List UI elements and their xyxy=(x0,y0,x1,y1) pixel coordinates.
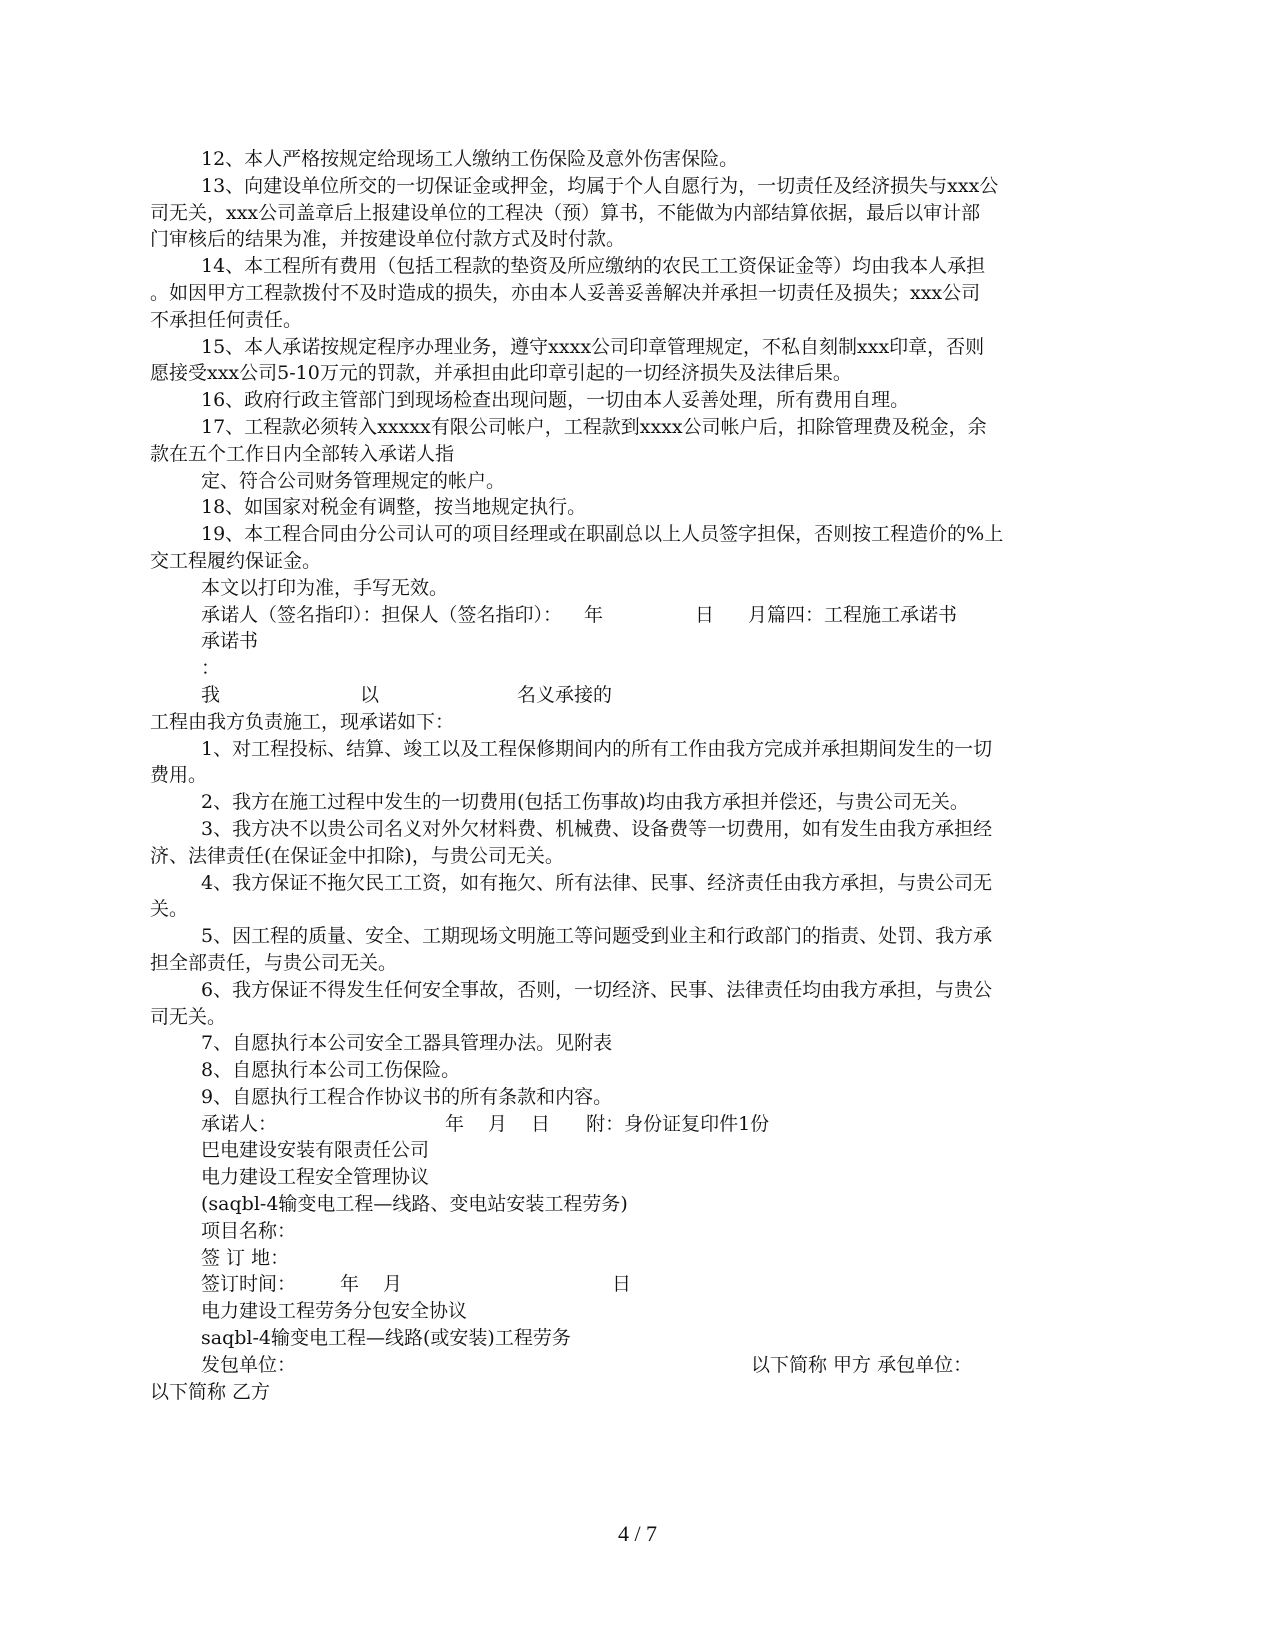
document-body xyxy=(150,146,1128,1405)
blank-word-1: 我 xyxy=(201,683,221,706)
paragraph-line: 。如因甲方工程款拨付不及时造成的损失，亦由本人妥善妥善解决并承担一切责任及损失；xxx公司 xyxy=(150,281,981,304)
signature-line xyxy=(150,1111,1128,1138)
paragraph-line: 8、自愿执行本公司工伤保险。 xyxy=(201,1059,461,1082)
party-line xyxy=(150,1352,1128,1379)
section-title: 承诺书 xyxy=(201,630,259,653)
paragraph-line: 不承担任何责任。 xyxy=(150,308,303,331)
paragraph-line: 17、工程款必须转入xxxxx有限公司帐户，工程款到xxxx公司帐户后，扣除管理费及税金，余 xyxy=(201,415,987,438)
paragraph-line: 愿接受xxx公司5-10万元的罚款，并承担由此印章引起的一切经济损失及法律后果。 xyxy=(150,362,852,385)
paragraph-line: 工程由我方负责施工，现承诺如下： xyxy=(150,710,455,733)
paragraph-line: 担全部责任，与贵公司无关。 xyxy=(150,951,398,974)
agreement-title: 电力建设工程安全管理协议 xyxy=(201,1166,430,1189)
paragraph-line: 16、政府行政主管部门到现场检查出现问题，一切由本人妥善处理，所有费用自理。 xyxy=(201,389,910,412)
day-label: 日 xyxy=(612,1273,632,1296)
signer-label: 承诺人（签名指印）：担保人（签名指印）： xyxy=(201,603,563,626)
year-label: 年 xyxy=(584,603,604,626)
paragraph-line: 18、如国家对税金有调整，按当地规定执行。 xyxy=(201,496,587,519)
paragraph-line: 3、我方决不以贵公司名义对外欠材料费、机械费、设备费等一切费用，如有发生由我方承担经 xyxy=(201,817,993,840)
signing-time-line xyxy=(150,1271,1128,1298)
employer-label: 发包单位： xyxy=(201,1353,297,1376)
attachment-note: 附：身份证复印件1份 xyxy=(586,1112,770,1135)
paragraph-line: 款在五个工作日内全部转入承诺人指 xyxy=(150,442,455,465)
paragraph-line: 2、我方在施工过程中发生的一切费用(包括工伤事故)均由我方承担并偿还，与贵公司无关。 xyxy=(201,791,969,814)
paragraph-line: 定、符合公司财务管理规定的帐户。 xyxy=(201,469,506,492)
paragraph-line: 7、自愿执行本公司安全工器具管理办法。见附表 xyxy=(201,1032,613,1055)
blank-word-3: 名义承接的 xyxy=(517,683,613,706)
company-name: 巴电建设安装有限责任公司 xyxy=(201,1139,430,1162)
agreement-code: saqbl-4输变电工程—线路(或安装)工程劳务 xyxy=(201,1327,571,1350)
paragraph-line: 13、向建设单位所交的一切保证金或押金，均属于个人自愿行为，一切责任及经济损失与xxx公 xyxy=(201,174,999,197)
signing-place-label: 签 订 地： xyxy=(201,1246,290,1269)
paragraph-line: 14、本工程所有费用（包括工程款的垫资及所应缴纳的农民工工资保证金等）均由我本人承担 xyxy=(201,255,986,278)
day-label: 日 xyxy=(695,603,715,626)
paragraph-line: 19、本工程合同由分公司认可的项目经理或在职副总以上人员签字担保，否则按工程造价的%上 xyxy=(201,523,1004,546)
fill-blank-line xyxy=(150,682,1128,709)
paragraph-line: 本文以打印为准，手写无效。 xyxy=(201,576,449,599)
paragraph-line: 交工程履约保证金。 xyxy=(150,549,322,572)
paragraph-line: 4、我方保证不拖欠民工工资，如有拖欠、所有法律、民事、经济责任由我方承担，与贵公司无 xyxy=(201,871,993,894)
party-a-label: 以下简称 甲方 承包单位： xyxy=(751,1353,973,1376)
signature-line xyxy=(150,602,1128,629)
agreement-code: (saqbl-4输变电工程—线路、变电站安装工程劳务) xyxy=(201,1193,628,1216)
party-b-label: 以下简称 乙方 xyxy=(150,1380,271,1403)
paragraph-line: 门审核后的结果为准，并按建设单位付款方式及时付款。 xyxy=(150,228,626,251)
paragraph-line: 15、本人承诺按规定程序办理业务，遵守xxxx公司印章管理规定，不私自刻制xxx印章，否则 xyxy=(201,335,985,358)
blank-word-2: 以 xyxy=(360,683,380,706)
paragraph-line: 关。 xyxy=(150,898,189,921)
paragraph-line: 9、自愿执行工程合作协议书的所有条款和内容。 xyxy=(201,1085,613,1108)
paragraph-line: 司无关，xxx公司盖章后上报建设单位的工程决（预）算书，不能做为内部结算依据，最后以审计部 xyxy=(150,201,981,224)
paragraph-line: 12、本人严格按规定给现场工人缴纳工伤保险及意外伤害保险。 xyxy=(201,148,739,170)
paragraph-line: 6、我方保证不得发生任何安全事故，否则，一切经济、民事、法律责任均由我方承担，与贵公 xyxy=(201,978,993,1001)
month-label: 月 xyxy=(488,1112,508,1135)
project-name-label: 项目名称： xyxy=(201,1219,297,1242)
paragraph-line: 济、法律责任(在保证金中扣除)，与贵公司无关。 xyxy=(150,844,564,867)
paragraph-line: 1、对工程投标、结算、竣工以及工程保修期间内的所有工作由我方完成并承担期间发生的一切 xyxy=(201,737,993,760)
day-label: 日 xyxy=(531,1112,551,1135)
signer-label: 承诺人： xyxy=(201,1112,278,1135)
month-section-title: 月篇四：工程施工承诺书 xyxy=(748,603,958,626)
paragraph-line: ： xyxy=(201,657,221,680)
paragraph-line: 司无关。 xyxy=(150,1005,227,1028)
page-number: 4 / 7 xyxy=(617,1521,658,1546)
signing-time-label: 签订时间： xyxy=(201,1273,297,1296)
year-label: 年 xyxy=(340,1273,360,1296)
agreement-title: 电力建设工程劳务分包安全协议 xyxy=(201,1300,468,1323)
month-label: 月 xyxy=(383,1273,403,1296)
paragraph-line: 5、因工程的质量、安全、工期现场文明施工等问题受到业主和行政部门的指责、处罚、我方承 xyxy=(201,925,993,948)
year-label: 年 xyxy=(445,1112,465,1135)
paragraph-line: 费用。 xyxy=(150,764,208,787)
